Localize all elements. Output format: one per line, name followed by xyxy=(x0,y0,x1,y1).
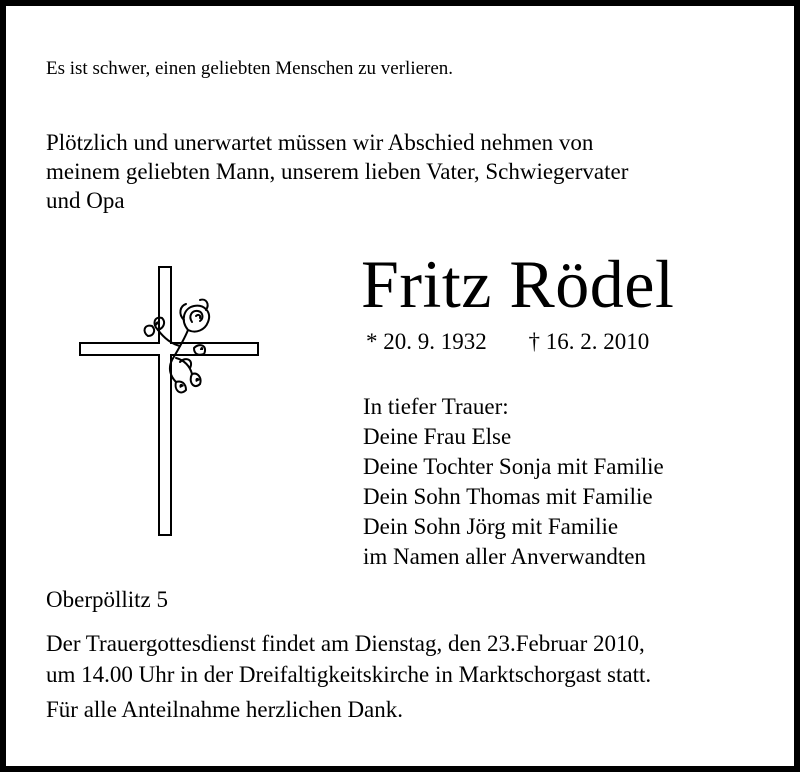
mourner-line: Deine Tochter Sonja mit Familie xyxy=(363,454,664,479)
mourner-line: Deine Frau Else xyxy=(363,424,512,449)
service-line: Der Trauergottesdienst findet am Dienstag, den 23.Februar 2010, xyxy=(46,631,645,656)
service-announcement xyxy=(46,628,651,690)
birth-date: * 20. 9. 1932 xyxy=(366,329,487,354)
address: Oberpöllitz 5 xyxy=(46,587,168,612)
intro-line: Plötzlich und unerwartet müssen wir Abschied nehmen von xyxy=(46,130,594,155)
life-dates xyxy=(366,329,649,355)
mourner-line: im Namen aller Anverwandten xyxy=(363,544,646,569)
deceased-name: Fritz Rödel xyxy=(361,246,675,322)
intro-line: und Opa xyxy=(46,188,125,213)
thanks-line: Für alle Anteilnahme herzlichen Dank. xyxy=(46,697,404,722)
mourner-line: Dein Sohn Thomas mit Familie xyxy=(363,484,653,509)
service-line: um 14.00 Uhr in der Dreifaltigkeitskirche in Marktschorgast statt. xyxy=(46,662,652,687)
mourner-line: In tiefer Trauer: xyxy=(363,394,509,419)
mourners-list xyxy=(363,392,664,572)
opening-line: Es ist schwer, einen geliebten Menschen zu verlieren. xyxy=(46,58,454,79)
intro-line: meinem geliebten Mann, unserem lieben Vater, Schwiegervater xyxy=(46,159,629,184)
cross-with-rose-icon xyxy=(76,264,266,544)
mourner-line: Dein Sohn Jörg mit Familie xyxy=(363,514,619,539)
death-date: † 16. 2. 2010 xyxy=(528,329,650,354)
intro-text xyxy=(46,128,766,215)
